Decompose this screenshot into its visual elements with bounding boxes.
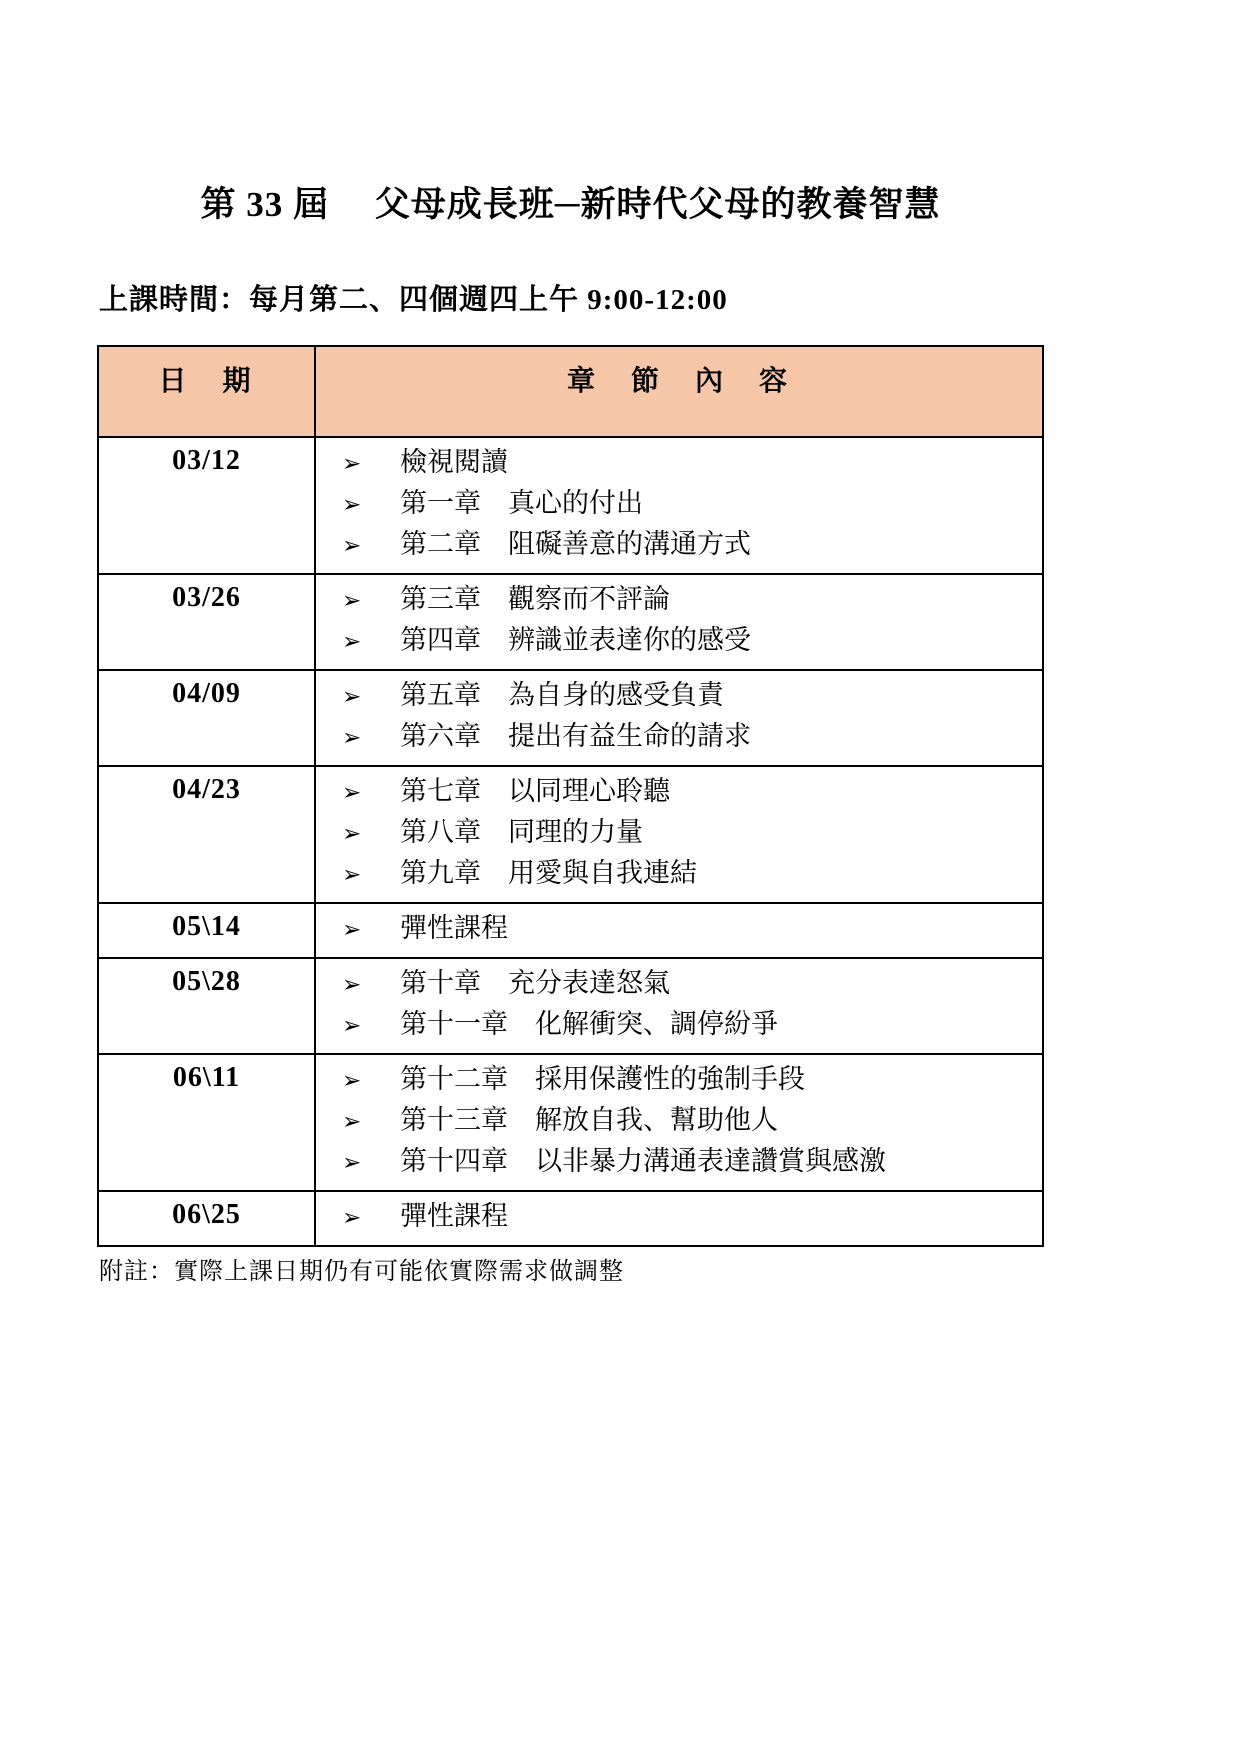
chapter-text: 第十二章 採用保護性的強制手段 (400, 1063, 805, 1094)
list-item (342, 1101, 1032, 1142)
arrow-bullet-icon: ➢ (342, 628, 362, 655)
arrow-bullet-icon: ➢ (342, 779, 362, 806)
table-row (98, 958, 1043, 1054)
class-time-line: 上課時間：每月第二、四個週四上午 9:00-12:00 (99, 283, 728, 316)
list-item (342, 580, 1032, 621)
date-cell: 04/09 (98, 670, 315, 766)
arrow-bullet-icon: ➢ (342, 450, 362, 477)
date-cell: 05\28 (98, 958, 315, 1054)
content-cell (315, 670, 1043, 766)
table-row (98, 670, 1043, 766)
chapter-text: 第一章 真心的付出 (400, 487, 643, 518)
chapter-text: 第二章 阻礙善意的溝通方式 (400, 528, 751, 559)
table-row (98, 903, 1043, 958)
arrow-bullet-icon: ➢ (342, 1067, 362, 1094)
chapter-text: 彈性課程 (400, 1200, 508, 1231)
content-cell (315, 903, 1043, 958)
page-title: 第 33 屆 父母成長班─新時代父母的教養智慧 (200, 185, 941, 224)
list-item (342, 1005, 1032, 1046)
chapter-text: 第十四章 以非暴力溝通表達讚賞與感激 (400, 1145, 886, 1176)
date-cell: 06\25 (98, 1191, 315, 1246)
chapter-text: 第五章 為自身的感受負責 (400, 679, 724, 710)
arrow-bullet-icon: ➢ (342, 820, 362, 847)
content-cell (315, 437, 1043, 574)
list-item (342, 1060, 1032, 1101)
list-item (342, 443, 1032, 484)
list-item (342, 717, 1032, 758)
arrow-bullet-icon: ➢ (342, 587, 362, 614)
header-cell-content: 章 節 內 容 (315, 346, 1043, 437)
content-cell (315, 958, 1043, 1054)
arrow-bullet-icon: ➢ (342, 491, 362, 518)
content-cell (315, 574, 1043, 670)
arrow-bullet-icon: ➢ (342, 1108, 362, 1135)
chapter-text: 第八章 同理的力量 (400, 816, 643, 847)
chapter-text: 第七章 以同理心聆聽 (400, 775, 670, 806)
table-row (98, 766, 1043, 903)
chapter-text: 第九章 用愛與自我連結 (400, 857, 697, 888)
header-cell-date: 日 期 (98, 346, 315, 437)
arrow-bullet-icon: ➢ (342, 971, 362, 998)
list-item (342, 854, 1032, 895)
chapter-text: 第六章 提出有益生命的請求 (400, 720, 751, 751)
arrow-bullet-icon: ➢ (342, 1204, 362, 1231)
arrow-bullet-icon: ➢ (342, 916, 362, 943)
arrow-bullet-icon: ➢ (342, 1149, 362, 1176)
chapter-text: 第四章 辨識並表達你的感受 (400, 624, 751, 655)
arrow-bullet-icon: ➢ (342, 1012, 362, 1039)
footnote: 附註：實際上課日期仍有可能依實際需求做調整 (99, 1258, 624, 1285)
chapter-text: 檢視閱讀 (400, 446, 508, 477)
table-row (98, 1054, 1043, 1191)
content-cell (315, 1054, 1043, 1191)
list-item (342, 676, 1032, 717)
table-row (98, 574, 1043, 670)
list-item (342, 772, 1032, 813)
chapter-text: 第十章 充分表達怒氣 (400, 967, 670, 998)
list-item (342, 813, 1032, 854)
chapter-text: 第十三章 解放自我、幫助他人 (400, 1104, 778, 1135)
schedule-body (98, 437, 1043, 1246)
list-item (342, 1197, 1032, 1238)
arrow-bullet-icon: ➢ (342, 532, 362, 559)
date-cell: 06\11 (98, 1054, 315, 1191)
list-item (342, 1142, 1032, 1183)
chapter-text: 第三章 觀察而不評論 (400, 583, 670, 614)
list-item (342, 525, 1032, 566)
arrow-bullet-icon: ➢ (342, 861, 362, 888)
chapter-text: 彈性課程 (400, 912, 508, 943)
schedule-table (97, 345, 1044, 1247)
list-item (342, 909, 1032, 950)
date-cell: 03/12 (98, 437, 315, 574)
table-row (98, 437, 1043, 574)
table-row (98, 1191, 1043, 1246)
list-item (342, 964, 1032, 1005)
date-cell: 04/23 (98, 766, 315, 903)
content-cell (315, 766, 1043, 903)
date-cell: 03/26 (98, 574, 315, 670)
chapter-text: 第十一章 化解衝突、調停紛爭 (400, 1008, 778, 1039)
list-item (342, 621, 1032, 662)
arrow-bullet-icon: ➢ (342, 683, 362, 710)
arrow-bullet-icon: ➢ (342, 724, 362, 751)
content-cell (315, 1191, 1043, 1246)
date-cell: 05\14 (98, 903, 315, 958)
list-item (342, 484, 1032, 525)
table-header-row (98, 346, 1043, 437)
